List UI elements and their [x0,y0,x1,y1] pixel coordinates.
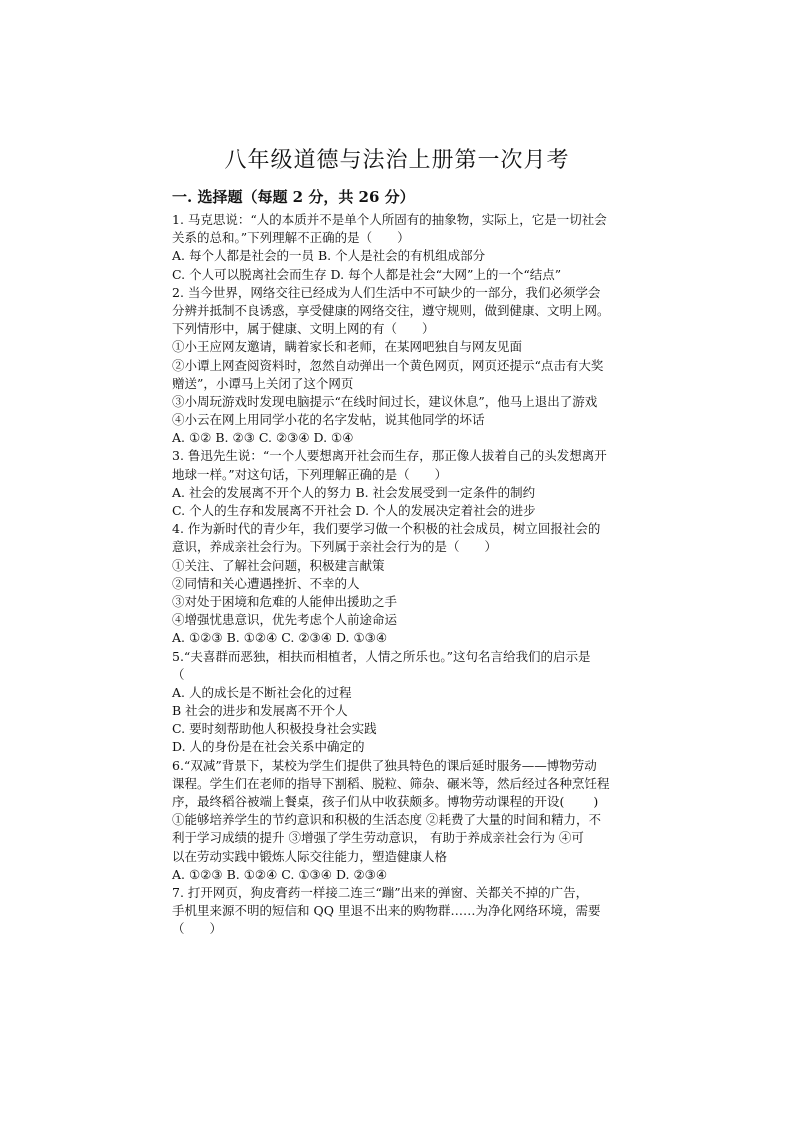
question-line: 序，最终稻谷被端上餐桌，孩子们从中收获颇多。博物劳动课程的开设( ) [172,794,599,809]
statement-line: ①小王应网友邀请，瞒着家长和老师，在某网吧独自与网友见面 [172,339,523,355]
question-line: 分辨并抵制不良诱惑，享受健康的网络交往，遵守规则，做到健康、文明上网。 [172,302,610,318]
option-line: A. ①②③ B. ①②④ C. ①③④ D. ②③④ [172,866,388,882]
statement-line: ③小周玩游戏时发现电脑提示“在线时间过长，建议休息”，他马上退出了游戏 [172,393,598,409]
question-line: 5.“夫喜群而恶独，相扶而相植者，人情之所乐也。”这句名言给我们的启示是 [172,648,591,664]
statement-line: 以在劳动实践中锻炼人际交往能力，塑造健康人格 [172,848,448,864]
section-heading: 一. 选择题（每题 2 分，共 26 分） [172,188,415,206]
option-line: A. 每个人都是社会的一员 B. 个人是社会的有机组成部分 [172,248,486,264]
question-line: 课程。学生们在老师的指导下割稻、脱粒、筛杂、碾米等，然后经过各种烹饪程 [172,775,610,791]
question-line: 意识，养成亲社会行为。下列属于亲社会行为的是（ ） [172,539,498,555]
question-line: 1. 马克思说：“人的本质并不是单个人所固有的抽象物，实际上，它是一切社会 [172,212,607,227]
statement-line: ④增强忧患意识，优先考虑个人前途命运 [172,612,398,628]
question-line: 地球一样。”对这句话，下列理解正确的是（ ） [172,466,448,482]
option-line: D. 人的身份是在社会关系中确定的 [172,739,365,755]
option-line: A. 人的成长是不断社会化的过程 [172,684,352,700]
statement-line: 赠送”，小谭马上关闭了这个网页 [172,375,354,391]
option-line: C. 个人的生存和发展离不开社会 D. 个人的发展决定着社会的进步 [172,503,536,518]
option-line: A. ①② B. ②③ C. ②③④ D. ①④ [172,430,354,446]
option-line: C. 要时刻帮助他人积极投身社会实践 [172,721,377,737]
question-line: （ [172,666,185,682]
question-line: （ ） [172,921,223,937]
exam-title: 八年级道德与法治上册第一次月考 [224,148,570,173]
question-line: 手机里来源不明的短信和 QQ 里退不出来的购物群……为净化网络环境，需要 [172,903,601,919]
statement-line: ②小谭上网查阅资料时，忽然自动弹出一个黄色网页，网页还提示“点击有大奖 [172,357,604,373]
question-line: 下列情形中，属于健康、文明上网的有（ ） [172,321,435,337]
option-line: A. ①②③ B. ①②④ C. ②③④ D. ①③④ [172,630,388,646]
question-line: 关系的总和。”下列理解不正确的是（ ） [172,230,410,246]
statement-line: ④小云在网上用同学小花的名字发帖，说其他同学的坏话 [172,412,485,428]
option-line: A. 社会的发展离不开个人的努力 B. 社会发展受到一定条件的制约 [172,484,536,500]
question-line: 6.“双减”背景下，某校为学生们提供了独具特色的课后延时服务——博物劳动 [172,757,597,773]
statement-line: ①关注、了解社会问题，积极建言献策 [172,557,385,573]
question-line: 7. 打开网页，狗皮膏药一样接二连三“蹦”出来的弹窗、关都关不掉的广告， [172,884,589,900]
question-content [172,211,642,937]
statement-line: ③对处于困境和危难的人能伸出援助之手 [172,593,398,609]
question-line: 3. 鲁迅先生说：“一个人要想离开社会而生存，那正像人拔着自己的头发想离开 [172,448,607,464]
statement-line: ①能够培养学生的节约意识和积极的生活态度 ②耗费了大量的时间和精力，不 [172,812,601,828]
option-line: B 社会的进步和发展离不开个人 [172,703,348,719]
option-line: C. 个人可以脱离社会而生存 D. 每个人都是社会“大网”上的一个“结点” [172,266,562,282]
statement-line: 利于学习成绩的提升 ③增强了学生劳动意识， 有助于养成亲社会行为 ④可 [172,830,584,846]
statement-line: ②同情和关心遭遇挫折、不幸的人 [172,575,360,591]
question-line: 2. 当今世界，网络交往已经成为人们生活中不可缺少的一部分，我们必须学会 [172,284,601,300]
question-line: 4. 作为新时代的青少年，我们要学习做一个积极的社会成员，树立回报社会的 [172,521,601,537]
